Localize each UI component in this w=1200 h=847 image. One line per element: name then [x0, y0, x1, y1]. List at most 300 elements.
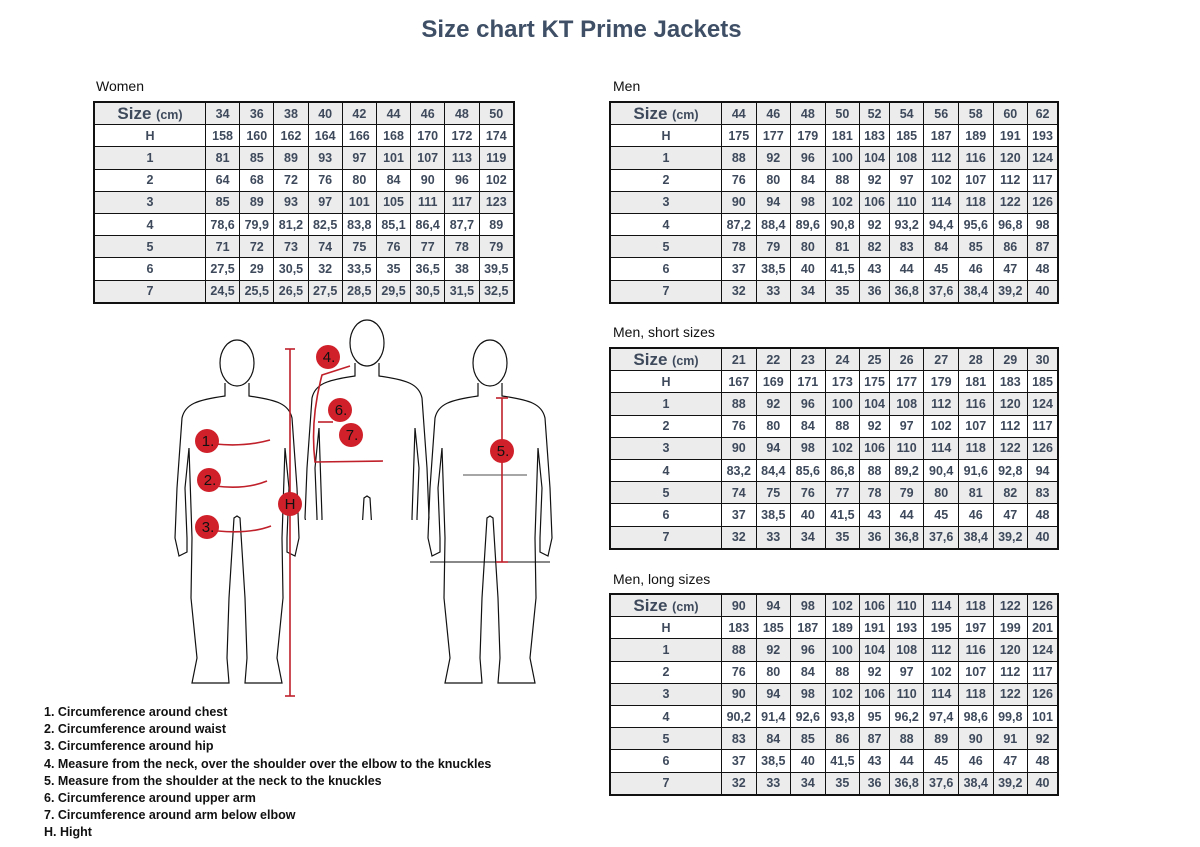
value-cell: 116 — [958, 393, 993, 415]
value-cell: 80 — [756, 415, 791, 437]
value-cell: 74 — [308, 236, 342, 258]
value-cell: 81 — [825, 236, 860, 258]
value-cell: 119 — [479, 147, 514, 169]
value-cell: 76 — [722, 661, 757, 683]
value-cell: 48 — [1028, 504, 1058, 526]
value-cell: 97 — [889, 169, 924, 191]
svg-text:2.: 2. — [203, 472, 217, 489]
value-cell: 84 — [791, 661, 826, 683]
measurement-key-cell: 7 — [94, 280, 206, 303]
size-cell: 46 — [756, 102, 791, 125]
value-cell: 35 — [825, 772, 860, 795]
value-cell: 96 — [445, 169, 479, 191]
value-cell: 88 — [860, 459, 890, 481]
size-cell: 60 — [993, 102, 1028, 125]
value-cell: 81 — [206, 147, 240, 169]
size-cell: 48 — [791, 102, 826, 125]
value-cell: 98,6 — [958, 705, 993, 727]
page-title: Size chart KT Prime Jackets — [421, 16, 742, 43]
size-cell: 24 — [825, 348, 860, 371]
value-cell: 80 — [791, 236, 826, 258]
value-cell: 64 — [206, 169, 240, 191]
value-cell: 172 — [445, 125, 479, 147]
value-cell: 38,4 — [958, 526, 993, 549]
size-cell: 36 — [240, 102, 274, 125]
marker-h — [278, 492, 302, 516]
value-cell: 24,5 — [206, 280, 240, 303]
size-cell: 126 — [1028, 594, 1058, 617]
value-cell: 47 — [993, 258, 1028, 280]
value-cell: 39,2 — [993, 526, 1028, 549]
value-cell: 112 — [924, 147, 959, 169]
value-cell: 41,5 — [825, 504, 860, 526]
value-cell: 191 — [993, 125, 1028, 147]
value-cell: 48 — [1028, 750, 1058, 772]
value-cell: 81,2 — [274, 213, 308, 235]
measurement-key-cell: 7 — [610, 772, 722, 795]
value-cell: 90,2 — [722, 705, 757, 727]
value-cell: 44 — [889, 504, 924, 526]
value-cell: 122 — [993, 191, 1028, 213]
value-cell: 36,8 — [889, 772, 924, 795]
value-cell: 85 — [240, 147, 274, 169]
measurement-key-cell: 1 — [94, 147, 206, 169]
value-cell: 90,4 — [924, 459, 959, 481]
svg-text:H: H — [284, 496, 296, 513]
measurement-key-cell: 3 — [610, 683, 722, 705]
value-cell: 107 — [958, 169, 993, 191]
value-cell: 90,8 — [825, 213, 860, 235]
value-cell: 124 — [1028, 393, 1058, 415]
legend-item: 3. Circumference around hip — [44, 739, 214, 754]
value-cell: 30,5 — [274, 258, 308, 280]
value-cell: 90 — [411, 169, 445, 191]
size-cell: 44 — [722, 102, 757, 125]
value-cell: 97 — [342, 147, 376, 169]
value-cell: 197 — [958, 617, 993, 639]
value-cell: 76 — [791, 482, 826, 504]
value-cell: 85 — [206, 191, 240, 213]
value-cell: 173 — [825, 371, 860, 393]
legend-item: 6. Circumference around upper arm — [44, 791, 256, 806]
value-cell: 174 — [479, 125, 514, 147]
value-cell: 88 — [722, 639, 757, 661]
size-cell: 56 — [924, 102, 959, 125]
value-cell: 33 — [756, 280, 791, 303]
legend-item: H. Hight — [44, 825, 92, 840]
measurement-key-cell: H — [94, 125, 206, 147]
value-cell: 89,6 — [791, 213, 826, 235]
value-cell: 84 — [376, 169, 410, 191]
value-cell: 27,5 — [308, 280, 342, 303]
value-cell: 114 — [924, 191, 959, 213]
measurement-key-cell: 3 — [94, 191, 206, 213]
value-cell: 80 — [756, 169, 791, 191]
marker-2 — [197, 468, 221, 492]
value-cell: 39,5 — [479, 258, 514, 280]
value-cell: 79,9 — [240, 213, 274, 235]
size-cell: 23 — [791, 348, 826, 371]
value-cell: 92 — [860, 415, 890, 437]
svg-text:5.: 5. — [496, 443, 510, 460]
value-cell: 112 — [993, 169, 1028, 191]
value-cell: 40 — [1028, 280, 1058, 303]
value-cell: 40 — [1028, 772, 1058, 795]
value-cell: 75 — [342, 236, 376, 258]
value-cell: 98 — [1028, 213, 1058, 235]
value-cell: 183 — [993, 371, 1028, 393]
value-cell: 46 — [958, 258, 993, 280]
measurement-key-cell: 6 — [610, 750, 722, 772]
value-cell: 101 — [342, 191, 376, 213]
value-cell: 32 — [308, 258, 342, 280]
value-cell: 92 — [860, 213, 890, 235]
size-cell: 110 — [889, 594, 924, 617]
value-cell: 90 — [722, 683, 757, 705]
value-cell: 167 — [722, 371, 757, 393]
value-cell: 34 — [791, 280, 826, 303]
value-cell: 181 — [825, 125, 860, 147]
value-cell: 39,2 — [993, 280, 1028, 303]
size-cell: 90 — [722, 594, 757, 617]
value-cell: 87,2 — [722, 213, 757, 235]
value-cell: 100 — [825, 393, 860, 415]
size-cell: 44 — [376, 102, 410, 125]
value-cell: 116 — [958, 639, 993, 661]
value-cell: 84 — [924, 236, 959, 258]
measurement-key-cell: 1 — [610, 147, 722, 169]
value-cell: 90 — [722, 437, 757, 459]
svg-text:1.: 1. — [201, 433, 215, 450]
size-cell: 40 — [308, 102, 342, 125]
value-cell: 99,8 — [993, 705, 1028, 727]
value-cell: 86 — [993, 236, 1028, 258]
value-cell: 122 — [993, 683, 1028, 705]
measurement-key-cell: 6 — [610, 504, 722, 526]
value-cell: 185 — [889, 125, 924, 147]
value-cell: 73 — [274, 236, 308, 258]
value-cell: 87,7 — [445, 213, 479, 235]
value-cell: 68 — [240, 169, 274, 191]
value-cell: 37 — [722, 504, 757, 526]
size-cell: 50 — [825, 102, 860, 125]
value-cell: 101 — [1028, 705, 1058, 727]
value-cell: 76 — [722, 169, 757, 191]
measurement-key-cell: 5 — [610, 728, 722, 750]
value-cell: 105 — [376, 191, 410, 213]
value-cell: 164 — [308, 125, 342, 147]
size-cell: 122 — [993, 594, 1028, 617]
value-cell: 47 — [993, 750, 1028, 772]
value-cell: 38 — [445, 258, 479, 280]
value-cell: 37 — [722, 750, 757, 772]
size-cell: 50 — [479, 102, 514, 125]
value-cell: 96 — [791, 147, 826, 169]
measurement-key-cell: 4 — [94, 213, 206, 235]
value-cell: 43 — [860, 750, 890, 772]
value-cell: 171 — [791, 371, 826, 393]
size-cell: 29 — [993, 348, 1028, 371]
measurement-key-cell: 1 — [610, 639, 722, 661]
value-cell: 38,4 — [958, 772, 993, 795]
value-cell: 33,5 — [342, 258, 376, 280]
value-cell: 97 — [308, 191, 342, 213]
size-cell: 25 — [860, 348, 890, 371]
value-cell: 83 — [722, 728, 757, 750]
value-cell: 102 — [825, 191, 860, 213]
value-cell: 28,5 — [342, 280, 376, 303]
value-cell: 89 — [479, 213, 514, 235]
size-cell: 98 — [791, 594, 826, 617]
value-cell: 126 — [1028, 437, 1058, 459]
value-cell: 88 — [825, 169, 860, 191]
value-cell: 79 — [889, 482, 924, 504]
value-cell: 34 — [791, 772, 826, 795]
value-cell: 108 — [889, 147, 924, 169]
value-cell: 110 — [889, 683, 924, 705]
value-cell: 122 — [993, 437, 1028, 459]
value-cell: 89 — [240, 191, 274, 213]
value-cell: 126 — [1028, 683, 1058, 705]
value-cell: 162 — [274, 125, 308, 147]
svg-text:7.: 7. — [345, 427, 359, 444]
size-cell: 114 — [924, 594, 959, 617]
value-cell: 36 — [860, 280, 890, 303]
size-cell: 52 — [860, 102, 890, 125]
value-cell: 46 — [958, 504, 993, 526]
legend-item: 2. Circumference around waist — [44, 722, 227, 737]
legend-item: 1. Circumference around chest — [44, 705, 228, 719]
value-cell: 88 — [825, 661, 860, 683]
value-cell: 118 — [958, 437, 993, 459]
marker-5 — [490, 439, 514, 463]
value-cell: 102 — [479, 169, 514, 191]
legend-item: 5. Measure from the shoulder at the neck to the knuckles — [44, 773, 382, 788]
value-cell: 118 — [958, 191, 993, 213]
value-cell: 102 — [924, 169, 959, 191]
value-cell: 117 — [1028, 169, 1058, 191]
value-cell: 86,4 — [411, 213, 445, 235]
value-cell: 26,5 — [274, 280, 308, 303]
value-cell: 48 — [1028, 258, 1058, 280]
value-cell: 106 — [860, 437, 890, 459]
value-cell: 160 — [240, 125, 274, 147]
value-cell: 166 — [342, 125, 376, 147]
value-cell: 92,6 — [791, 705, 826, 727]
value-cell: 183 — [860, 125, 890, 147]
value-cell: 111 — [411, 191, 445, 213]
value-cell: 46 — [958, 750, 993, 772]
value-cell: 117 — [1028, 661, 1058, 683]
value-cell: 85 — [791, 728, 826, 750]
value-cell: 89,2 — [889, 459, 924, 481]
value-cell: 88,4 — [756, 213, 791, 235]
size-header-label: Size — [633, 349, 668, 369]
value-cell: 83 — [889, 236, 924, 258]
value-cell: 102 — [924, 415, 959, 437]
value-cell: 38,5 — [756, 750, 791, 772]
svg-text:6.: 6. — [334, 402, 348, 419]
svg-text:3.: 3. — [201, 519, 215, 536]
size-cell: 62 — [1028, 102, 1058, 125]
value-cell: 78 — [860, 482, 890, 504]
value-cell: 92 — [860, 661, 890, 683]
value-cell: 36 — [860, 772, 890, 795]
value-cell: 40 — [791, 504, 826, 526]
value-cell: 79 — [756, 236, 791, 258]
men-long-label: Men, long sizes — [613, 571, 711, 587]
value-cell: 179 — [924, 371, 959, 393]
value-cell: 37,6 — [924, 772, 959, 795]
value-cell: 95 — [860, 705, 890, 727]
value-cell: 100 — [825, 639, 860, 661]
value-cell: 79 — [479, 236, 514, 258]
value-cell: 104 — [860, 147, 890, 169]
value-cell: 175 — [722, 125, 757, 147]
measurement-key-cell: 7 — [610, 280, 722, 303]
value-cell: 38,5 — [756, 258, 791, 280]
measurement-lines — [215, 349, 508, 696]
measurement-legend — [44, 704, 491, 842]
value-cell: 45 — [924, 258, 959, 280]
size-unit-label: (cm) — [672, 107, 699, 122]
size-cell: 102 — [825, 594, 860, 617]
value-cell: 98 — [791, 191, 826, 213]
value-cell: 116 — [958, 147, 993, 169]
value-cell: 98 — [791, 437, 826, 459]
value-cell: 88 — [722, 393, 757, 415]
value-cell: 93,2 — [889, 213, 924, 235]
value-cell: 97,4 — [924, 705, 959, 727]
back-figure — [428, 340, 552, 683]
value-cell: 112 — [993, 661, 1028, 683]
size-cell: 27 — [924, 348, 959, 371]
value-cell: 35 — [825, 280, 860, 303]
value-cell: 112 — [924, 393, 959, 415]
value-cell: 114 — [924, 683, 959, 705]
size-cell: 21 — [722, 348, 757, 371]
value-cell: 93 — [308, 147, 342, 169]
value-cell: 35 — [376, 258, 410, 280]
value-cell: 95,6 — [958, 213, 993, 235]
value-cell: 96 — [791, 393, 826, 415]
legend-item: 7. Circumference around arm below elbow — [44, 808, 296, 823]
value-cell: 37,6 — [924, 526, 959, 549]
size-cell: 48 — [445, 102, 479, 125]
value-cell: 78,6 — [206, 213, 240, 235]
value-cell: 84 — [791, 415, 826, 437]
size-cell: 58 — [958, 102, 993, 125]
value-cell: 91 — [993, 728, 1028, 750]
value-cell: 110 — [889, 191, 924, 213]
value-cell: 175 — [860, 371, 890, 393]
value-cell: 35 — [825, 526, 860, 549]
size-cell: 106 — [860, 594, 890, 617]
value-cell: 86 — [825, 728, 860, 750]
value-cell: 85,6 — [791, 459, 826, 481]
value-cell: 123 — [479, 191, 514, 213]
value-cell: 120 — [993, 393, 1028, 415]
measurement-key-cell: H — [610, 617, 722, 639]
measurement-key-cell: 5 — [94, 236, 206, 258]
value-cell: 38,4 — [958, 280, 993, 303]
measurement-key-cell: 6 — [94, 258, 206, 280]
value-cell: 72 — [240, 236, 274, 258]
value-cell: 36,8 — [889, 526, 924, 549]
value-cell: 193 — [1028, 125, 1058, 147]
value-cell: 78 — [445, 236, 479, 258]
marker-1 — [195, 429, 219, 453]
value-cell: 183 — [722, 617, 757, 639]
value-cell: 87 — [1028, 236, 1058, 258]
value-cell: 41,5 — [825, 258, 860, 280]
value-cell: 107 — [958, 415, 993, 437]
size-cell: 54 — [889, 102, 924, 125]
value-cell: 102 — [924, 661, 959, 683]
size-header-label: Size — [633, 595, 668, 615]
size-cell: 42 — [342, 102, 376, 125]
value-cell: 40 — [791, 750, 826, 772]
value-cell: 77 — [825, 482, 860, 504]
size-unit-label: (cm) — [156, 107, 183, 122]
value-cell: 201 — [1028, 617, 1058, 639]
size-cell: 30 — [1028, 348, 1058, 371]
value-cell: 82 — [993, 482, 1028, 504]
value-cell: 29,5 — [376, 280, 410, 303]
value-cell: 91,4 — [756, 705, 791, 727]
value-cell: 97 — [889, 661, 924, 683]
value-cell: 81 — [958, 482, 993, 504]
value-cell: 106 — [860, 683, 890, 705]
value-cell: 93 — [274, 191, 308, 213]
measurement-key-cell: 7 — [610, 526, 722, 549]
value-cell: 113 — [445, 147, 479, 169]
value-cell: 92 — [1028, 728, 1058, 750]
value-cell: 84 — [756, 728, 791, 750]
value-cell: 32 — [722, 280, 757, 303]
value-cell: 102 — [825, 437, 860, 459]
value-cell: 76 — [308, 169, 342, 191]
value-cell: 27,5 — [206, 258, 240, 280]
measurement-key-cell: 4 — [610, 213, 722, 235]
value-cell: 43 — [860, 258, 890, 280]
value-cell: 107 — [958, 661, 993, 683]
value-cell: 38,5 — [756, 504, 791, 526]
measurement-key-cell: 2 — [610, 169, 722, 191]
value-cell: 92 — [756, 393, 791, 415]
value-cell: 30,5 — [411, 280, 445, 303]
value-cell: 158 — [206, 125, 240, 147]
value-cell: 37,6 — [924, 280, 959, 303]
value-cell: 88 — [889, 728, 924, 750]
value-cell: 187 — [791, 617, 826, 639]
value-cell: 117 — [445, 191, 479, 213]
value-cell: 101 — [376, 147, 410, 169]
value-cell: 117 — [1028, 415, 1058, 437]
value-cell: 83,2 — [722, 459, 757, 481]
value-cell: 107 — [411, 147, 445, 169]
value-cell: 39,2 — [993, 772, 1028, 795]
size-cell: 34 — [206, 102, 240, 125]
value-cell: 94 — [756, 683, 791, 705]
value-cell: 85,1 — [376, 213, 410, 235]
value-cell: 92,8 — [993, 459, 1028, 481]
value-cell: 40 — [791, 258, 826, 280]
value-cell: 72 — [274, 169, 308, 191]
value-cell: 80 — [924, 482, 959, 504]
men-label: Men — [613, 78, 641, 94]
value-cell: 124 — [1028, 147, 1058, 169]
